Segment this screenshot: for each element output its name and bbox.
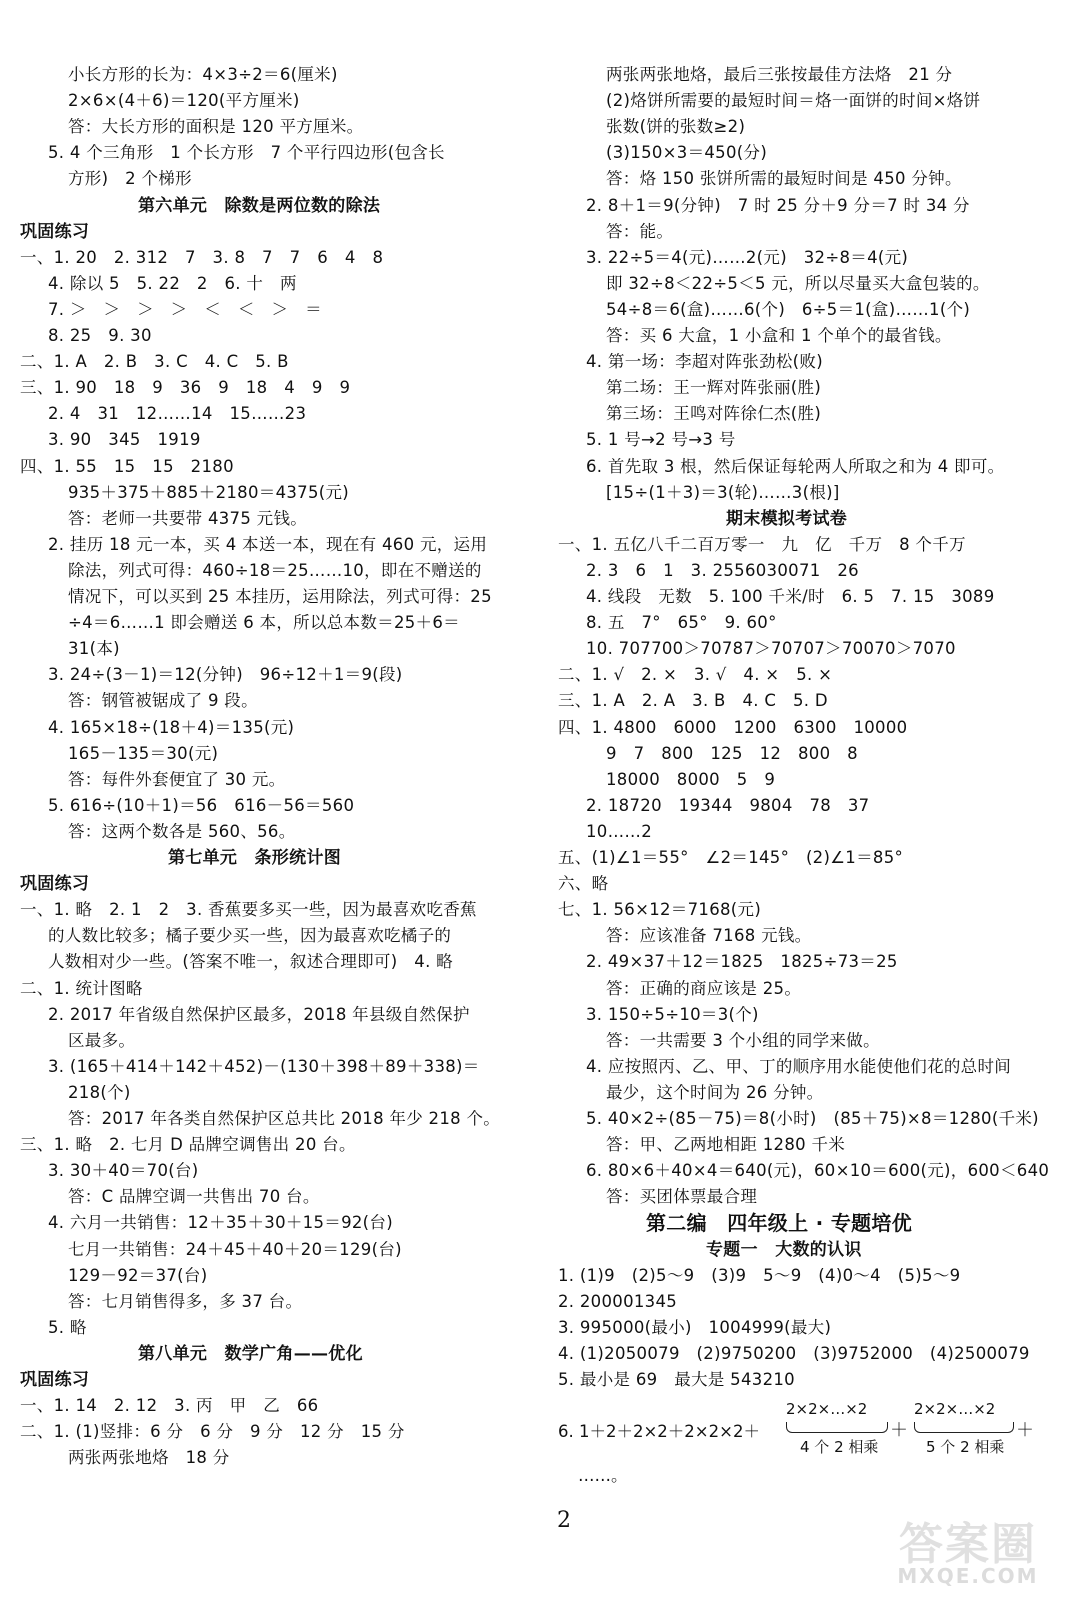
answer-line: 4. 六月一共销售：12＋35＋30＋15＝92(台) (48, 1213, 393, 1233)
answer-line: 第三场：王鸣对阵徐仁杰(胜) (606, 404, 822, 424)
answer-line: 9 7 800 125 12 800 8 (606, 743, 858, 763)
answer-line: 2. 8＋1＝9(分钟) 7 时 25 分＋9 分＝7 时 34 分 (586, 195, 970, 215)
answer-line: 4. 应按照丙、乙、甲、丁的顺序用水能使他们花的总时间 (586, 1056, 1012, 1076)
answer-line: 答：钢管被锯成了 9 段。 (68, 691, 258, 711)
answer-line: 答：每件外套便宜了 30 元。 (68, 769, 286, 789)
answer-line: 6. 80×6＋40×4＝640(元)，60×10＝600(元)，600＜640 (586, 1161, 1050, 1181)
answer-line: 4. 线段 无数 5. 100 千米/时 6. 5 7. 15 3089 (586, 587, 995, 606)
formula-term1-bottom: 4 个 2 相乘 (800, 1438, 879, 1456)
watermark-logo (878, 1508, 1058, 1596)
section-heading: 第六单元 除数是两位数的除法 (138, 195, 381, 216)
answer-line: [15÷(1＋3)＝3(轮)……3(根)] (606, 482, 840, 502)
answer-line: 答：正确的商应该是 25。 (606, 978, 802, 998)
answer-line: 54÷8＝6(盒)……6(个) 6÷5＝1(盒)……1(个) (606, 299, 971, 319)
answer-line: 一、1. 14 2. 12 3. 丙 甲 乙 66 (20, 1396, 319, 1416)
section-heading: 巩固练习 (20, 874, 90, 895)
answer-line: 一、1. 五亿八千二百万零一 九 亿 千万 8 个千万 (558, 534, 966, 554)
answer-line: 2. 3 6 1 3. 2556030071 26 (586, 560, 859, 580)
answer-line: 答：买 6 大盒，1 小盒和 1 个单个的最省钱。 (606, 326, 952, 345)
answer-line: 答：烙 150 张饼所需的最短时间是 450 分钟。 (606, 169, 962, 189)
watermark-line2: MXQE.COM (897, 1564, 1039, 1588)
page-number: 2 (557, 1508, 571, 1533)
answer-line: 两张两张地烙，最后三张按最佳方法烙 21 分 (606, 65, 953, 84)
answer-line: ÷4＝6……1 即会赠送 6 本，所以总本数＝25＋6＝ (68, 613, 460, 633)
answer-line: 人数相对少一些。(答案不唯一，叙述合理即可) 4. 略 (48, 952, 453, 972)
answer-line: 答：老师一共要带 4375 元钱。 (68, 508, 308, 528)
answer-line: 129－92＝37(台) (68, 1265, 208, 1285)
answer-line: 除法，列式可得：460÷18＝25……10，即在不赠送的 (68, 560, 482, 580)
answer-line: 2. 2017 年省级自然保护区最多，2018 年县级自然保护 (48, 1004, 470, 1024)
answer-line: 5. 40×2÷(85－75)＝8(小时) (85＋75)×8＝1280(千米) (586, 1109, 1039, 1128)
answer-line: 二、1. A 2. B 3. C 4. C 5. B (20, 352, 289, 372)
answer-line: 四、1. 55 15 15 2180 (20, 456, 234, 476)
answer-line: 即 32÷8＜22÷5＜5 元，所以尽量买大盒包装的。 (606, 273, 990, 293)
answer-line: 答：应该准备 7168 元钱。 (606, 926, 812, 946)
answer-line: 二、1. (1)竖排：6 分 6 分 9 分 12 分 15 分 (20, 1422, 405, 1442)
answer-line: 区最多。 (68, 1030, 136, 1050)
answer-line: 4. 165×18÷(18＋4)＝135(元) (48, 717, 295, 737)
answer-line: 1. (1)9 (2)5～9 (3)9 5～9 (4)0～4 (5)5～9 (558, 1265, 961, 1285)
formula-term2-brace (914, 1422, 1014, 1433)
section-heading: 巩固练习 (20, 1370, 90, 1390)
answer-line: 3. (165＋414＋142＋452)－(130＋398＋89＋338)＝ (48, 1056, 480, 1076)
section-heading: 巩固练习 (20, 221, 90, 242)
answer-line: 10. 707700＞70787＞70707＞70070＞7070 (586, 639, 956, 659)
answer-line: 情况下，可以买到 25 本挂历，运用除法，列式可得：25 (68, 587, 492, 606)
answer-line: 答：这两个数各是 560、56。 (68, 821, 296, 841)
formula-tail: ……。 (578, 1466, 628, 1485)
answer-line: 218(个) (68, 1082, 131, 1102)
answer-line: 4. 第一场：李超对阵张劲松(败) (586, 352, 823, 372)
answer-line: 2. 挂历 18 元一本，买 4 本送一本，现在有 460 元，运用 (48, 534, 488, 554)
formula-term1-brace (786, 1422, 888, 1433)
answer-line: 6. 首先取 3 根，然后保证每轮两人所取之和为 4 即可。 (586, 456, 1005, 476)
answer-line: 2. 200001345 (558, 1291, 678, 1311)
answer-line: 第二场：王一辉对阵张丽(胜) (606, 378, 822, 398)
section-heading: 专题一 大数的认识 (706, 1239, 862, 1260)
answer-line: 3. 90 345 1919 (48, 430, 201, 450)
answer-line: 三、1. 略 2. 七月 D 品牌空调售出 20 台。 (20, 1135, 356, 1155)
section-heading: 第八单元 数学广角——优化 (138, 1343, 363, 1364)
answer-line: 答：2017 年各类自然保护区总共比 2018 年少 218 个。 (68, 1109, 501, 1128)
answer-line: 答：甲、乙两地相距 1280 千米 (606, 1135, 846, 1155)
section-heading: 期末模拟考试卷 (726, 508, 848, 529)
answer-line: 2. 49×37＋12＝1825 1825÷73＝25 (586, 952, 898, 972)
formula-prefix: 6. 1＋2＋2×2＋2×2×2＋ (558, 1422, 760, 1441)
formula-term1-top: 2×2×…×2 (786, 1400, 868, 1418)
formula-plus-1: ＋ (890, 1420, 908, 1441)
answer-line: 5. 略 (48, 1317, 87, 1337)
answer-line: 二、1. √ 2. × 3. √ 4. × 5. × (558, 665, 833, 685)
formula-plus-2: ＋ (1016, 1420, 1034, 1441)
answer-line: 935＋375＋885＋2180＝4375(元) (68, 482, 350, 502)
answer-line: 3. 150÷5÷10＝3(个) (586, 1004, 759, 1024)
answer-line: 8. 25 9. 30 (48, 326, 152, 345)
answer-line: 小长方形的长为：4×3÷2＝6(厘米) (68, 65, 338, 84)
formula-term2-top: 2×2×…×2 (914, 1400, 996, 1418)
answer-line: 2. 18720 19344 9804 78 37 (586, 795, 870, 815)
answer-line: 答：大长方形的面积是 120 平方厘米。 (68, 117, 364, 137)
answer-line: 一、1. 略 2. 1 2 3. 香蕉要多买一些，因为最喜欢吃香蕉 (20, 900, 477, 920)
answer-line: 五、(1)∠1＝55° ∠2＝145° (2)∠1＝85° (558, 848, 904, 867)
answer-line: 4. 除以 5 5. 22 2 6. 十 两 (48, 273, 297, 293)
answer-line: 七月一共销售：24＋45＋40＋20＝129(台) (68, 1239, 402, 1259)
answer-line: 2×6×(4＋6)＝120(平方厘米) (68, 91, 300, 111)
answer-line: 的人数比较多；橘子要少买一些，因为最喜欢吃橘子的 (48, 926, 452, 946)
answer-line: 七、1. 56×12＝7168(元) (558, 900, 762, 920)
answer-line: 3. 30＋40＝70(台) (48, 1161, 199, 1181)
answer-line: 10……2 (586, 821, 652, 841)
answer-line: 六、略 (558, 874, 609, 894)
answer-line: 三、1. 90 18 9 36 9 18 4 9 9 (20, 378, 351, 398)
answer-line: 答：能。 (606, 221, 674, 241)
answer-line: 两张两张地烙 18 分 (68, 1448, 230, 1468)
answer-line: 31(本) (68, 639, 120, 659)
answer-line: 7. ＞ ＞ ＞ ＞ ＜ ＜ ＞ ＝ (48, 299, 322, 319)
watermark-line1: 答案圈 (899, 1519, 1037, 1570)
answer-line: 18000 8000 5 9 (606, 769, 776, 789)
section-heading: 第二编 四年级上 · 专题培优 (646, 1211, 913, 1236)
answer-line: 5. 4 个三角形 1 个长方形 7 个平行四边形(包含长 (48, 143, 445, 163)
answer-line: 5. 最小是 69 最大是 543210 (558, 1370, 795, 1389)
answer-line: 3. 24÷(3－1)＝12(分钟) 96÷12＋1＝9(段) (48, 665, 403, 685)
answer-line: 3. 995000(最小) 1004999(最大) (558, 1317, 832, 1337)
answer-line: 3. 22÷5＝4(元)……2(元) 32÷8＝4(元) (586, 247, 909, 267)
answer-line: 5. 616÷(10＋1)＝56 616－56＝560 (48, 795, 355, 815)
answer-line: 张数(饼的张数≥2) (606, 117, 746, 137)
answer-line: 答：买团体票最合理 (606, 1187, 758, 1207)
answer-line: (2)烙饼所需要的最短时间＝烙一面饼的时间×烙饼 (606, 91, 981, 111)
answer-line: 5. 1 号→2 号→3 号 (586, 430, 736, 450)
answer-line: 最少，这个时间为 26 分钟。 (606, 1082, 824, 1102)
answer-line: 方形) 2 个梯形 (68, 169, 192, 189)
answer-line: 答：一共需要 3 个小组的同学来做。 (606, 1030, 880, 1050)
section-heading: 第七单元 条形统计图 (168, 848, 341, 868)
answer-line: 8. 五 7° 65° 9. 60° (586, 613, 777, 633)
answer-line: 一、1. 20 2. 312 7 3. 8 7 7 6 4 8 (20, 247, 384, 267)
answer-line: 2. 4 31 12……14 15……23 (48, 404, 307, 424)
answer-line: (3)150×3＝450(分) (606, 143, 768, 163)
answer-line: 4. (1)2050079 (2)9750200 (3)9752000 (4)2500079 (558, 1343, 1030, 1363)
formula-term2-bottom: 5 个 2 相乘 (926, 1438, 1005, 1456)
answer-line: 二、1. 统计图略 (20, 978, 143, 998)
answer-line: 四、1. 4800 6000 1200 6300 10000 (558, 717, 908, 737)
answer-line: 三、1. A 2. A 3. B 4. C 5. D (558, 691, 828, 711)
answer-line: 165－135＝30(元) (68, 743, 219, 763)
answer-line: 答：C 品牌空调一共售出 70 台。 (68, 1187, 320, 1207)
answer-line: 答：七月销售得多，多 37 台。 (68, 1291, 303, 1311)
